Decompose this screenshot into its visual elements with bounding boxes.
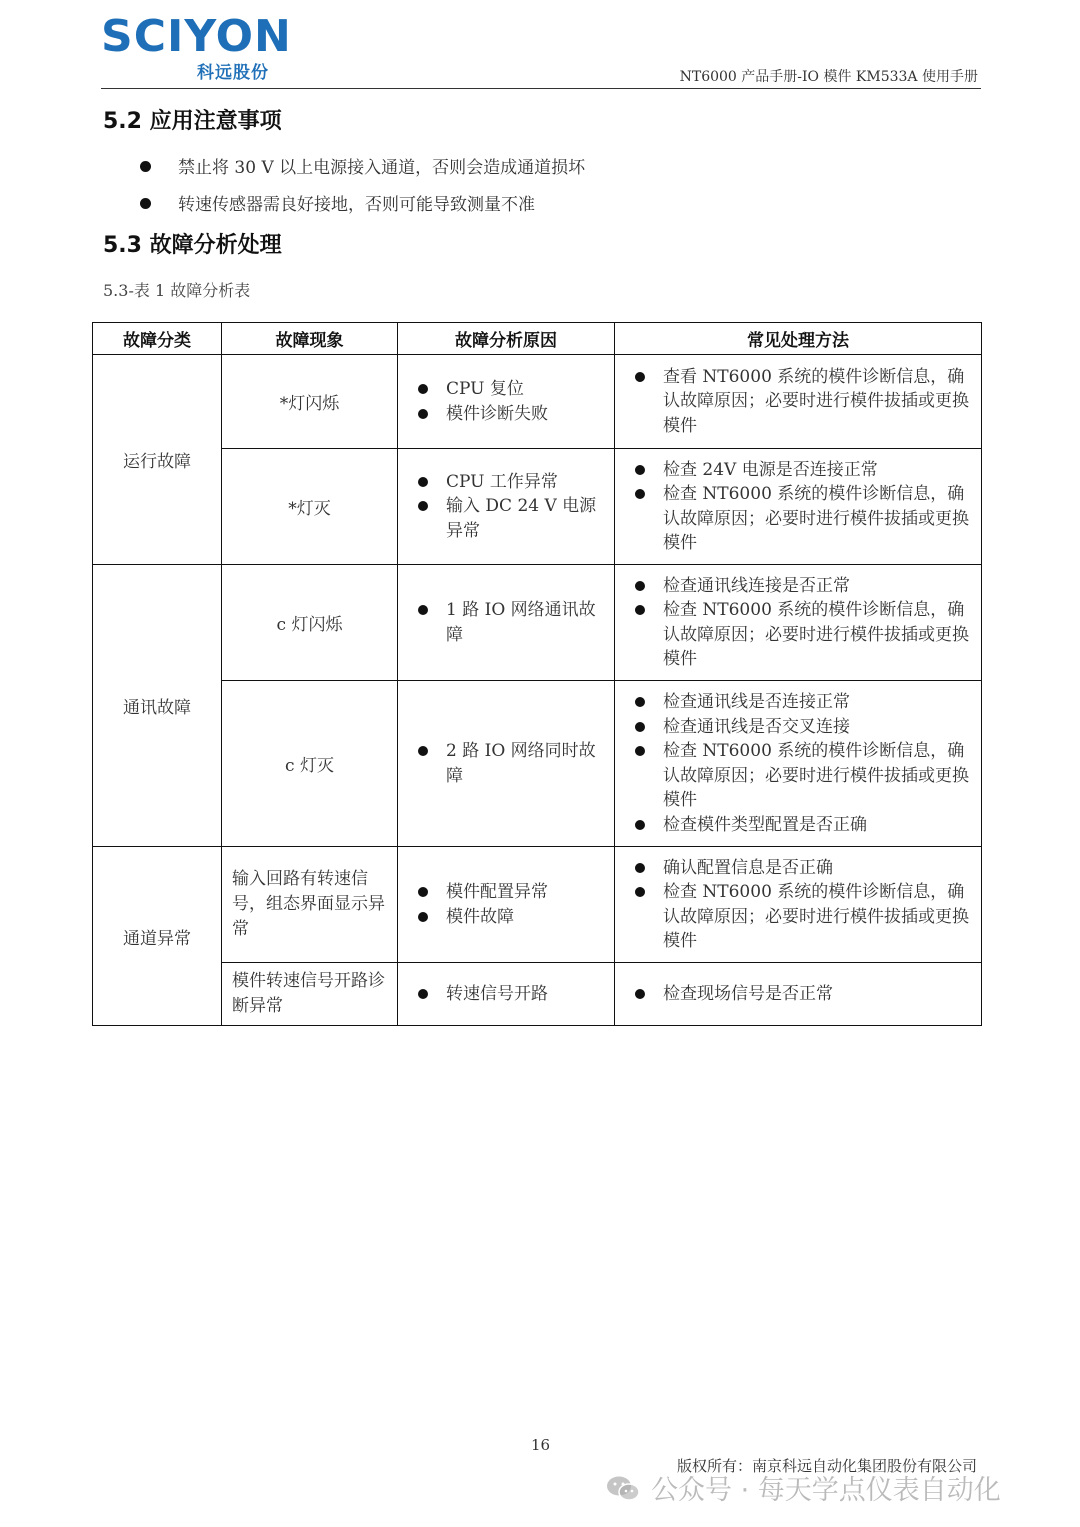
- copyright-notice: 版权所有：南京科远自动化集团股份有限公司: [676, 1457, 977, 1475]
- company-logo: [101, 11, 292, 83]
- handling-methods: [615, 565, 982, 681]
- table-row: [93, 847, 982, 963]
- method-item: 检查 NT6000 系统的模件诊断信息，确认故障原因；必要时进行模件拔插或更换模件: [633, 482, 973, 556]
- fault-category: 通讯故障: [93, 565, 222, 847]
- cause-item: 输入 DC 24 V 电源异常: [416, 494, 606, 543]
- method-item: 检查现场信号是否正常: [633, 982, 973, 1007]
- cause-item: 模件故障: [416, 905, 606, 930]
- method-item: 检查 NT6000 系统的模件诊断信息，确认故障原因；必要时进行模件拔插或更换模件: [633, 739, 973, 813]
- fault-symptom: 模件转速信号开路诊断异常: [222, 963, 398, 1026]
- fault-causes: [398, 449, 615, 565]
- handling-methods: [615, 963, 982, 1026]
- table-row: [93, 681, 982, 847]
- fault-analysis-table: [92, 322, 982, 1026]
- column-header: 故障分析原因: [398, 323, 615, 355]
- table-row: [93, 449, 982, 565]
- fault-symptom: c 灯闪烁: [222, 565, 398, 681]
- method-item: 检查 NT6000 系统的模件诊断信息，确认故障原因；必要时进行模件拔插或更换模件: [633, 880, 973, 954]
- wechat-watermark: 公众号 · 每天学点仪表自动化: [605, 1468, 1001, 1507]
- column-header: 故障分类: [93, 323, 222, 355]
- fault-category: 运行故障: [93, 355, 222, 565]
- column-header: 故障现象: [222, 323, 398, 355]
- section-heading-5-3: 5.3 故障分析处理: [103, 233, 282, 258]
- handling-methods: [615, 449, 982, 565]
- fault-symptom: c 灯灭: [222, 681, 398, 847]
- table-caption: 5.3-表 1 故障分析表: [103, 281, 251, 300]
- cause-item: 1 路 IO 网络通讯故障: [416, 598, 606, 647]
- section-heading-5-2: 5.2 应用注意事项: [103, 109, 282, 134]
- bullet-icon: [140, 161, 151, 172]
- logo-text: SCIYON: [101, 11, 292, 62]
- cause-item: CPU 复位: [416, 377, 606, 402]
- fault-causes: [398, 847, 615, 963]
- fault-causes: [398, 963, 615, 1026]
- page-number: 16: [531, 1436, 551, 1454]
- fault-causes: [398, 681, 615, 847]
- handling-methods: [615, 355, 982, 449]
- precaution-item: 转速传感器需良好接地，否则可能导致测量不准: [140, 190, 535, 215]
- table-row: [93, 355, 982, 449]
- logo-subtext: 科远股份: [197, 63, 269, 83]
- handling-methods: [615, 847, 982, 963]
- document-title: NT6000 产品手册-IO 模件 KM533A 使用手册: [679, 69, 978, 85]
- cause-item: CPU 工作异常: [416, 470, 606, 495]
- fault-category: 通道异常: [93, 847, 222, 1026]
- fault-causes: [398, 565, 615, 681]
- header-divider: [101, 88, 981, 89]
- wechat-icon: [605, 1475, 641, 1503]
- cause-item: 2 路 IO 网络同时故障: [416, 739, 606, 788]
- cause-item: 模件诊断失败: [416, 402, 606, 427]
- method-item: 检查 24V 电源是否连接正常: [633, 458, 973, 483]
- precaution-item: 禁止将 30 V 以上电源接入通道，否则会造成通道损坏: [140, 153, 585, 178]
- column-header: 常见处理方法: [615, 323, 982, 355]
- fault-symptom: 输入回路有转速信号，组态界面显示异常: [222, 847, 398, 963]
- cause-item: 转速信号开路: [416, 982, 606, 1007]
- handling-methods: [615, 681, 982, 847]
- fault-symptom: *灯灭: [222, 449, 398, 565]
- method-item: 检查模件类型配置是否正确: [633, 813, 973, 838]
- method-item: 检查通讯线是否连接正常: [633, 690, 973, 715]
- table-row: [93, 565, 982, 681]
- cause-item: 模件配置异常: [416, 880, 606, 905]
- method-item: 确认配置信息是否正确: [633, 856, 973, 881]
- method-item: 检查通讯线是否交叉连接: [633, 715, 973, 740]
- method-item: 查看 NT6000 系统的模件诊断信息，确认故障原因；必要时进行模件拔插或更换模件: [633, 365, 973, 439]
- bullet-icon: [140, 198, 151, 209]
- method-item: 检查 NT6000 系统的模件诊断信息，确认故障原因；必要时进行模件拔插或更换模件: [633, 598, 973, 672]
- fault-causes: [398, 355, 615, 449]
- table-row: [93, 963, 982, 1026]
- method-item: 检查通讯线连接是否正常: [633, 574, 973, 599]
- fault-symptom: *灯闪烁: [222, 355, 398, 449]
- table-header-row: [93, 323, 982, 355]
